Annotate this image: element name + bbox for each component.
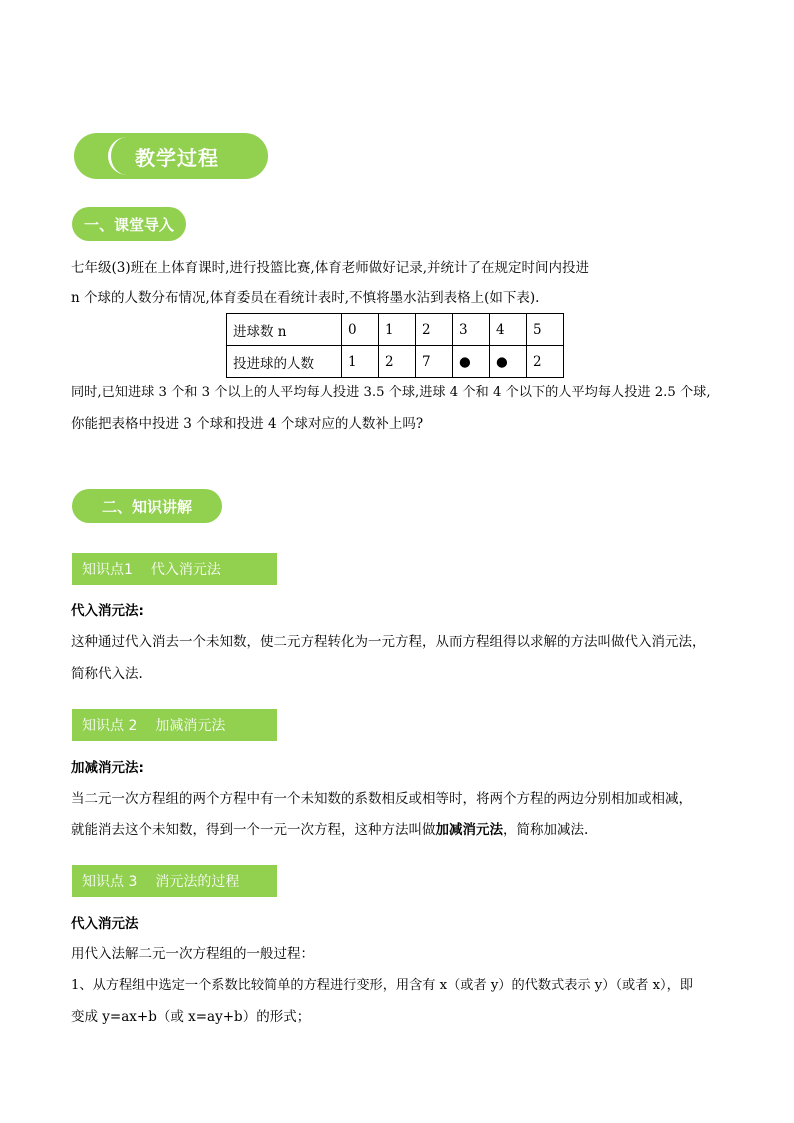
kp3-label: 知识点 3	[82, 874, 138, 890]
kp3-line1: 用代入法解二元一次方程组的一般过程：	[71, 946, 314, 962]
question-line1: 同时,已知进球 3 个和 3 个以上的人平均每人投进 3.5 个球,进球 4 个和 4 个以下的人平均每人投进 2.5 个球,	[71, 385, 711, 400]
intro-line1: 七年级(3)班在上体育课时,进行投篮比赛,体育老师做好记录,并统计了在规定时间内投进	[71, 260, 589, 276]
kp2-line2-c: ，简称加减法.	[503, 822, 589, 838]
table-cell: 2	[416, 314, 453, 346]
kp1-term: 代入消元法:	[71, 603, 144, 619]
table-cell: 7	[416, 346, 453, 378]
question-line2: 你能把表格中投进 3 个球和投进 4 个球对应的人数补上吗?	[71, 416, 424, 432]
table-cell: 4	[490, 314, 527, 346]
intro-line2: n 个球的人数分布情况,体育委员在看统计表时,不慎将墨水沾到表格上(如下表).	[71, 290, 540, 306]
score-table	[226, 313, 564, 378]
table-cell: 1	[342, 346, 379, 378]
kp3-term: 代入消元法	[71, 916, 139, 932]
table-cell: 3	[453, 314, 490, 346]
kp2-line1: 当二元一次方程组的两个方程中有一个未知数的系数相反或相等时，将两个方程的两边分别相加或相减，	[71, 791, 692, 807]
kp2-bar	[72, 709, 277, 741]
kp3-name: 消元法的过程	[155, 874, 240, 890]
kp2-name: 加减消元法	[155, 718, 226, 734]
kp1-line1: 这种通过代入消去一个未知数，使二元方程转化为一元方程，从而方程组得以求解的方法叫做代入消元法，	[71, 634, 706, 650]
main-heading-badge	[74, 133, 268, 179]
kp1-line2: 简称代入法.	[71, 666, 143, 682]
kp1-label: 知识点1	[82, 562, 133, 578]
table-cell: 5	[527, 314, 564, 346]
ink-blot-cell: ●	[453, 346, 490, 378]
kp3-line3: 变成 y=ax+b（或 x=ay+b）的形式；	[71, 1009, 311, 1025]
table-row	[227, 314, 564, 346]
kp2-line2-emphasis: 加减消元法	[435, 822, 503, 838]
kp1-bar	[72, 553, 277, 585]
table-cell: 2	[527, 346, 564, 378]
kp2-term: 加减消元法:	[71, 760, 144, 776]
section1-title: 一、课堂导入	[72, 207, 186, 241]
table-cell: 0	[342, 314, 379, 346]
kp2-line2-a: 就能消去这个未知数，得到一个一元一次方程，这种方法叫做	[71, 822, 436, 838]
kp3-line2: 1、从方程组中选定一个系数比较简单的方程进行变形，用含有 x（或者 y）的代数式表示 y）（或者 x），即	[71, 978, 693, 993]
kp2-line2	[71, 820, 588, 840]
table-cell: 1	[379, 314, 416, 346]
table-cell: 2	[379, 346, 416, 378]
section2-title: 二、知识讲解	[72, 489, 222, 523]
ink-blot-cell: ●	[490, 346, 527, 378]
kp3-bar	[72, 865, 277, 897]
kp1-name: 代入消元法	[150, 562, 221, 578]
table-cell: 投进球的人数	[227, 346, 342, 378]
kp2-label: 知识点 2	[82, 718, 138, 734]
table-row	[227, 346, 564, 378]
main-heading: 教学过程	[135, 145, 219, 170]
table-cell: 进球数 n	[227, 314, 342, 346]
